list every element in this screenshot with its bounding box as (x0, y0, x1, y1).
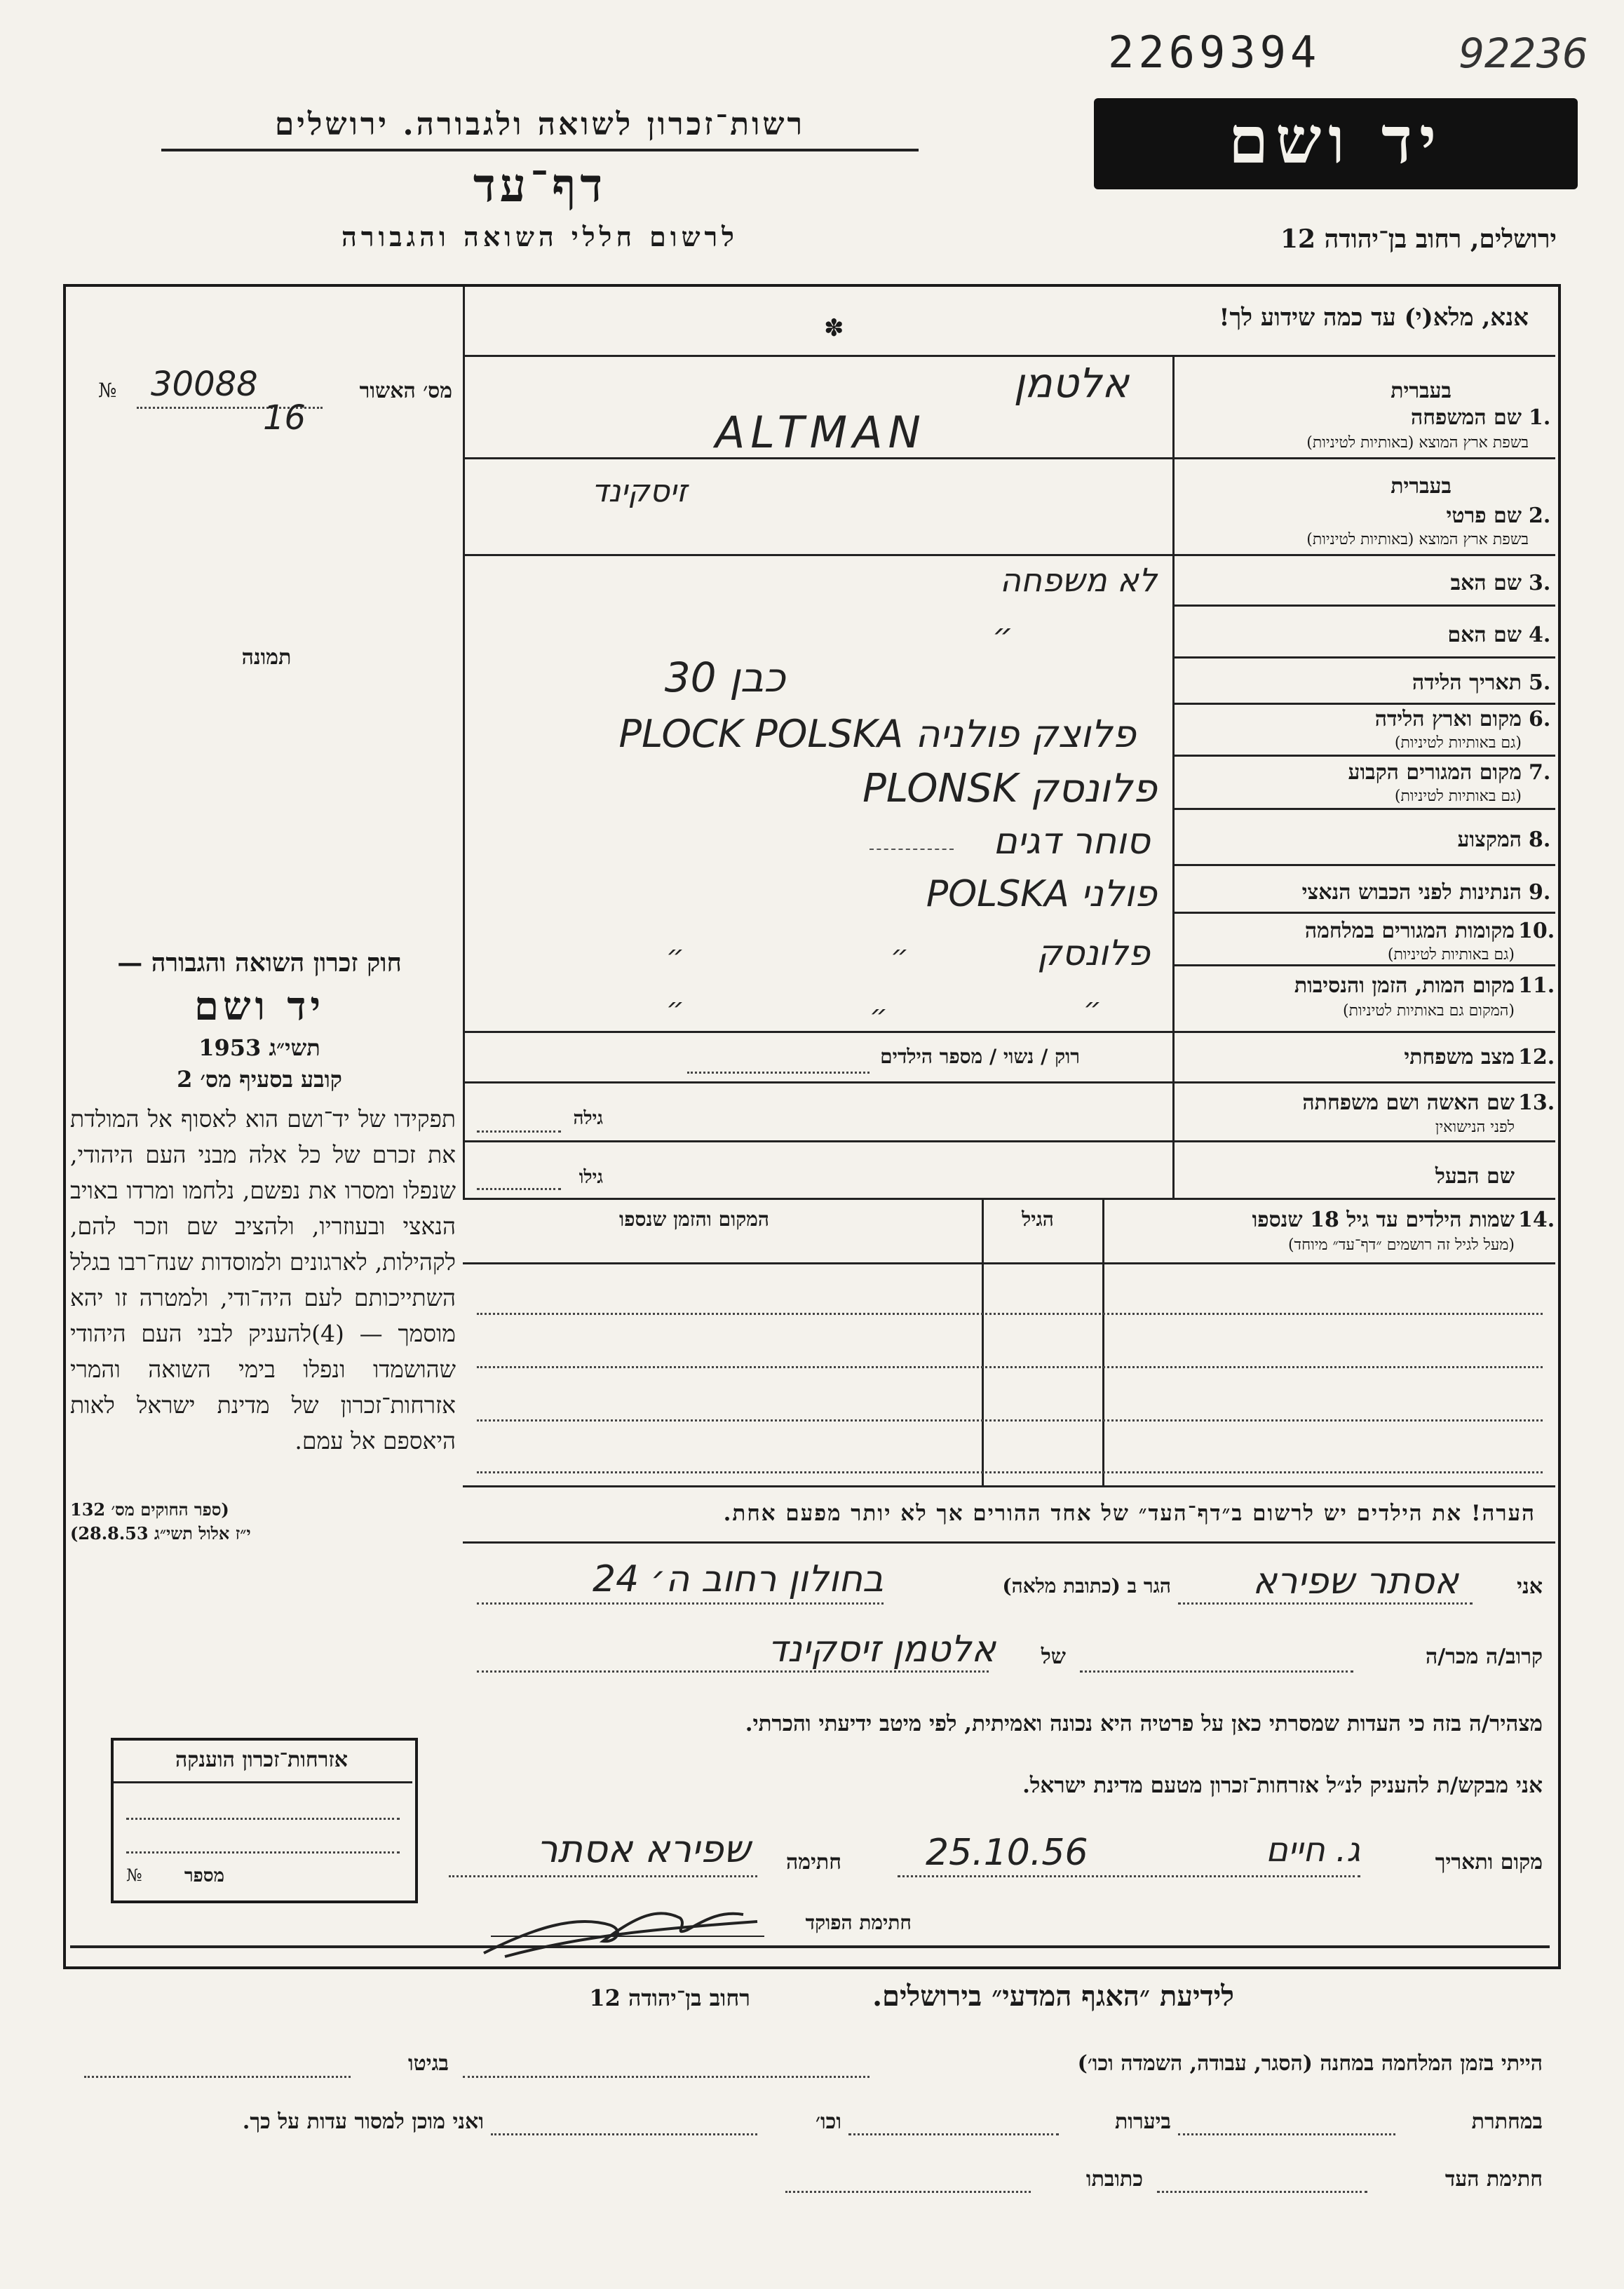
bottom-frame-top (70, 1945, 1550, 1948)
decl-name-line (1178, 1602, 1473, 1605)
children-row-2 (477, 1366, 1543, 1368)
field-6-sub: (גם באותיות לטיניות) (1394, 734, 1522, 752)
citizenship-line-1 (126, 1818, 400, 1820)
row-sep-11 (463, 1031, 1555, 1033)
field-11-ditto-3: ״ (1083, 992, 1102, 1025)
field-11-num: 11. (1518, 973, 1555, 998)
decl-relation-label: קרוב/ה מכר/ה (1426, 1645, 1543, 1669)
citizenship-title: אזרחות־זכרון הוענקה (175, 1748, 349, 1772)
left-col-sep (463, 287, 465, 1200)
row-sep-5 (1172, 703, 1555, 705)
form-subtitle: לרשום חללי השואה והגבורה (341, 221, 738, 252)
authority-line: רשות־זכרון לשואה ולגבורה. ירושלים (274, 107, 806, 142)
serial-number: 2269394 (1108, 27, 1321, 78)
decl-place-date-line (898, 1875, 1360, 1877)
field-10-ditto-2: ״ (891, 940, 909, 972)
bottom-etc-blank (491, 2133, 757, 2135)
field-2-value-he: זיסקינד (591, 473, 687, 509)
bottom-camp-line: הייתי בזמן המלחמה במחנה (הסגר, עבודה, השמדה וכו׳) (1077, 2051, 1543, 2076)
field-1-lang: בעברית (1390, 379, 1452, 403)
field-10-label: מקומות המגורים במלחמה (1304, 919, 1515, 943)
husband-age-line (477, 1188, 561, 1190)
field-2-sub: בשפת ארץ המוצא (באותיות לטיניות) (1306, 531, 1529, 548)
field-13-num: 13. (1518, 1091, 1555, 1115)
field-11-ditto-2: ״ (869, 999, 888, 1032)
approval-prefix: № (98, 379, 117, 402)
bottom-address-label: כתובתו (1085, 2167, 1143, 2192)
children-title: שמות הילדים עד גיל 18 שנספו (1252, 1208, 1515, 1232)
label-col-sep (1172, 355, 1175, 1200)
husband-label: שם הבעל (1435, 1164, 1515, 1189)
decl-of-label: של (1041, 1645, 1066, 1669)
field-7-num: 7. (1529, 760, 1551, 785)
children-sep-2 (982, 1198, 984, 1485)
field-7-label: מקום המגורים הקבוע (1348, 760, 1522, 785)
decl-signature-label: חתימה (786, 1850, 841, 1875)
row-sep-8 (1172, 864, 1555, 866)
bottom-address-blank (785, 2191, 1031, 2193)
ornament-icon: ✽ (824, 314, 844, 342)
officer-signature (477, 1886, 771, 1964)
decl-officer-label: חתימת הפוקד (805, 1911, 912, 1934)
row-sep-10 (1172, 964, 1555, 966)
field-3-value: לא משפחה (999, 561, 1157, 599)
children-row-3 (477, 1419, 1543, 1422)
field-1-sub: בשפת ארץ המוצא (באותיות לטיניות) (1306, 434, 1529, 452)
children-col-age: הגיל (1022, 1208, 1054, 1231)
field-13-sub: לפני הנישואין (1435, 1119, 1515, 1136)
field-11-ditto-1: ״ (666, 992, 684, 1025)
husband-age-label: גילו (578, 1167, 603, 1188)
children-subtitle: (מעל לגיל זה רושמים ״דף־עד״ מיוחד) (1287, 1236, 1515, 1254)
decl-place-date-label: מקום ותאריך (1435, 1850, 1543, 1875)
children-sep-1 (1102, 1198, 1104, 1485)
field-13-age-line (477, 1130, 561, 1133)
decl-date-value: 25.10.56 (926, 1832, 1088, 1874)
children-num: 14. (1518, 1208, 1555, 1232)
decl-address-line (477, 1602, 884, 1605)
row-sep-14 (463, 1198, 1555, 1200)
law-source-date: י״ז אלול תשי״ג 28.8.53) (70, 1523, 251, 1544)
field-5-num: 5. (1529, 670, 1551, 695)
field-4-value: ״ (992, 616, 1013, 654)
logo-text: יד ושם (1228, 102, 1444, 178)
decl-of-line (477, 1670, 989, 1673)
field-12-label: מצב משפחתי (1404, 1045, 1515, 1069)
law-clause: קובע בסעיף מס׳ 2 (177, 1066, 342, 1093)
law-name: יד ושם (194, 983, 325, 1029)
decl-submitter-name: אסתר שפירא (1252, 1560, 1459, 1602)
yad-vashem-logo (1094, 98, 1578, 189)
children-bottom-rule (463, 1485, 1555, 1487)
corner-number: 92236 (1459, 29, 1588, 77)
field-9-label: הנתינות לפני הכבוש הנאצי (1301, 880, 1522, 905)
law-year: תשי״ג 1953 (198, 1034, 320, 1061)
citizenship-title-rule (114, 1781, 412, 1783)
field-6-label: מקום וארץ הלידה (1374, 707, 1522, 731)
field-5-label: תאריך הלידה (1412, 670, 1522, 695)
row-sep-7 (1172, 808, 1555, 810)
field-2-num: 2. (1529, 504, 1551, 528)
field-10-num: 10. (1518, 919, 1555, 943)
law-title: חוק זכרון השואה והגבורה — (117, 948, 402, 978)
bottom-etc: וכו׳ (816, 2109, 841, 2134)
field-3-num: 3. (1529, 571, 1551, 595)
bottom-witness-sig: חתימת העד (1444, 2167, 1543, 2192)
field-2-label: שם פרטי (1446, 504, 1522, 528)
field-10-ditto-1: ״ (666, 940, 684, 972)
citizenship-num-prefix: № (126, 1865, 142, 1885)
children-col-place: המקום והזמן שנספו (619, 1208, 769, 1231)
bottom-title: לידיעת ״האגף המדעי״ בירושלים. (872, 1980, 1234, 2013)
bottom-forests: ביערות (1114, 2109, 1171, 2134)
decl-request: אני מבקש/ת להעניק לנ״ל אזרחות־זכרון מטעם מדינת ישראל. (1022, 1773, 1543, 1798)
bottom-camp-blank (463, 2076, 869, 2078)
authority-underline (161, 149, 919, 151)
field-13-age-label: גילה (573, 1108, 603, 1129)
field-4-label: שם האם (1447, 623, 1522, 647)
field-4-num: 4. (1529, 623, 1551, 647)
bottom-ghetto: בגיטו (407, 2051, 449, 2076)
row-sep-2 (463, 554, 1555, 556)
note-rule (463, 1541, 1555, 1544)
decl-i-label: אני (1517, 1574, 1543, 1599)
field-12-children-line (687, 1072, 869, 1074)
field-1-value-he: אלטמן (1013, 359, 1129, 407)
field-6-value: פלוצק פולניה PLOCK POLSKA (618, 712, 1136, 756)
law-text: תפקידו של יד־ושם הוא לאסוף אל המולדת את זכרם של כל אלה מבני העם היהודי, שנפלו ומסרו את נפשם, נלחמו ומרדו באויב הנאצי ובעוזריו, ולהציב שם וזכר להם, לקהילות, לארגונים ולמוסדות שנח־רבו בגלל השתייכותם לעם היה־ודי, ולמטרה זו יהא מוסמך — (4)להעניק לבני העם היהודי שהושמדו ונפלו בימי השואה והמרי אזרחות־זכרון של מדינת ישראל לאות היאספם אל עמם. (70, 1105, 456, 1454)
field-12-num: 12. (1518, 1045, 1555, 1069)
bottom-ghetto-blank (84, 2076, 351, 2078)
field-1-value-latin: ALTMAN (715, 407, 926, 458)
citizenship-line-2 (126, 1851, 400, 1854)
decl-signature-value: שפירא אסתר (536, 1827, 750, 1871)
decl-address-value: בחולון רחוב ה׳ 24 (593, 1558, 884, 1600)
row-sep-1 (463, 457, 1555, 459)
row-sep-4 (1172, 656, 1555, 659)
field-6-num: 6. (1529, 707, 1551, 731)
field-12-options: רוק / נשוי / מספר הילדים (880, 1045, 1080, 1068)
field-1-num: 1. (1529, 405, 1551, 430)
decl-resides-label: הגר ב (כתובת מלאה) (1002, 1574, 1171, 1598)
field-9-num: 9. (1529, 880, 1551, 905)
field-9-value: פולני POLSKA (926, 873, 1157, 915)
children-note: הערה! את הילדים יש לרשום ב״דף־העד״ של אחד ההורים אך לא יותר מפעם אחת. (723, 1501, 1536, 1526)
field-8-num: 8. (1529, 828, 1551, 852)
decl-relation-value: אלטמן זיסקינד (767, 1628, 996, 1670)
law-source: (ספר החוקים מס׳ 132 (70, 1499, 229, 1520)
field-13-label: שם האשה ושם משפחתה (1302, 1091, 1515, 1115)
intro-please-fill: אנא, מלא(י) עד כמה שידוע לך! (1219, 304, 1529, 332)
field-5-value: כבן 30 (664, 654, 785, 701)
citizenship-num-label: מספר (184, 1865, 224, 1886)
bottom-witness-blank (1157, 2191, 1367, 2193)
field-3-label: שם האב (1450, 571, 1522, 595)
bottom-underground-blank (1178, 2133, 1395, 2135)
field-1-label: שם המשפחה (1410, 405, 1522, 430)
intro-rule (463, 355, 1555, 357)
children-row-1 (477, 1313, 1543, 1315)
decl-relation-line (1080, 1670, 1353, 1673)
approval-label: מס׳ האשור (359, 379, 452, 403)
field-2-lang: בעברית (1390, 474, 1452, 499)
bottom-ready: ואני מוכן למסור עדות על כך. (242, 2109, 484, 2134)
children-row-4 (477, 1471, 1543, 1473)
field-7-sub: (גם באותיות לטיניות) (1394, 788, 1522, 805)
field-11-sub: (המקום גם באותיות לטיניות) (1343, 1002, 1515, 1020)
field-10-value: פלונסק (1036, 933, 1150, 973)
officer-signature-stroke (484, 1913, 757, 1957)
field-8-dash (869, 849, 954, 850)
photo-label: תמונה (241, 645, 292, 670)
row-sep-3 (1172, 605, 1555, 607)
row-sep-12 (463, 1081, 1555, 1083)
bottom-forests-blank (848, 2133, 1059, 2135)
children-head-rule (463, 1262, 1555, 1264)
bottom-address: רחוב בן־יהודה 12 (589, 1985, 750, 2011)
approval-suffix: 16 (263, 398, 306, 438)
field-8-value: סוחר דגים (993, 821, 1150, 863)
field-10-sub: (גם באותיות לטיניות) (1387, 946, 1515, 964)
row-sep-6 (1172, 755, 1555, 757)
row-sep-13 (463, 1140, 1555, 1142)
row-sep-9 (1172, 912, 1555, 914)
form-title: דף־עד (473, 158, 607, 212)
field-7-value: פלונסק PLONSK (862, 766, 1157, 811)
decl-statement: מצהיר/ה בזה כי העדות שמסרתי כאן על פרטיה היא נכונה ואמיתית, לפי מיטב ידיעתי והכרתי. (745, 1711, 1543, 1736)
decl-signature-line (449, 1875, 757, 1877)
field-8-label: המקצוע (1457, 828, 1522, 852)
header-address: ירושלים, רחוב בן־יהודה 12 (1280, 224, 1557, 254)
field-11-label: מקום המות, הזמן והנסיבות (1294, 973, 1515, 998)
approval-number: 30088 (151, 365, 258, 404)
bottom-underground: במחתרת (1471, 2109, 1543, 2134)
decl-place-value: ג. חיים (1266, 1830, 1360, 1870)
